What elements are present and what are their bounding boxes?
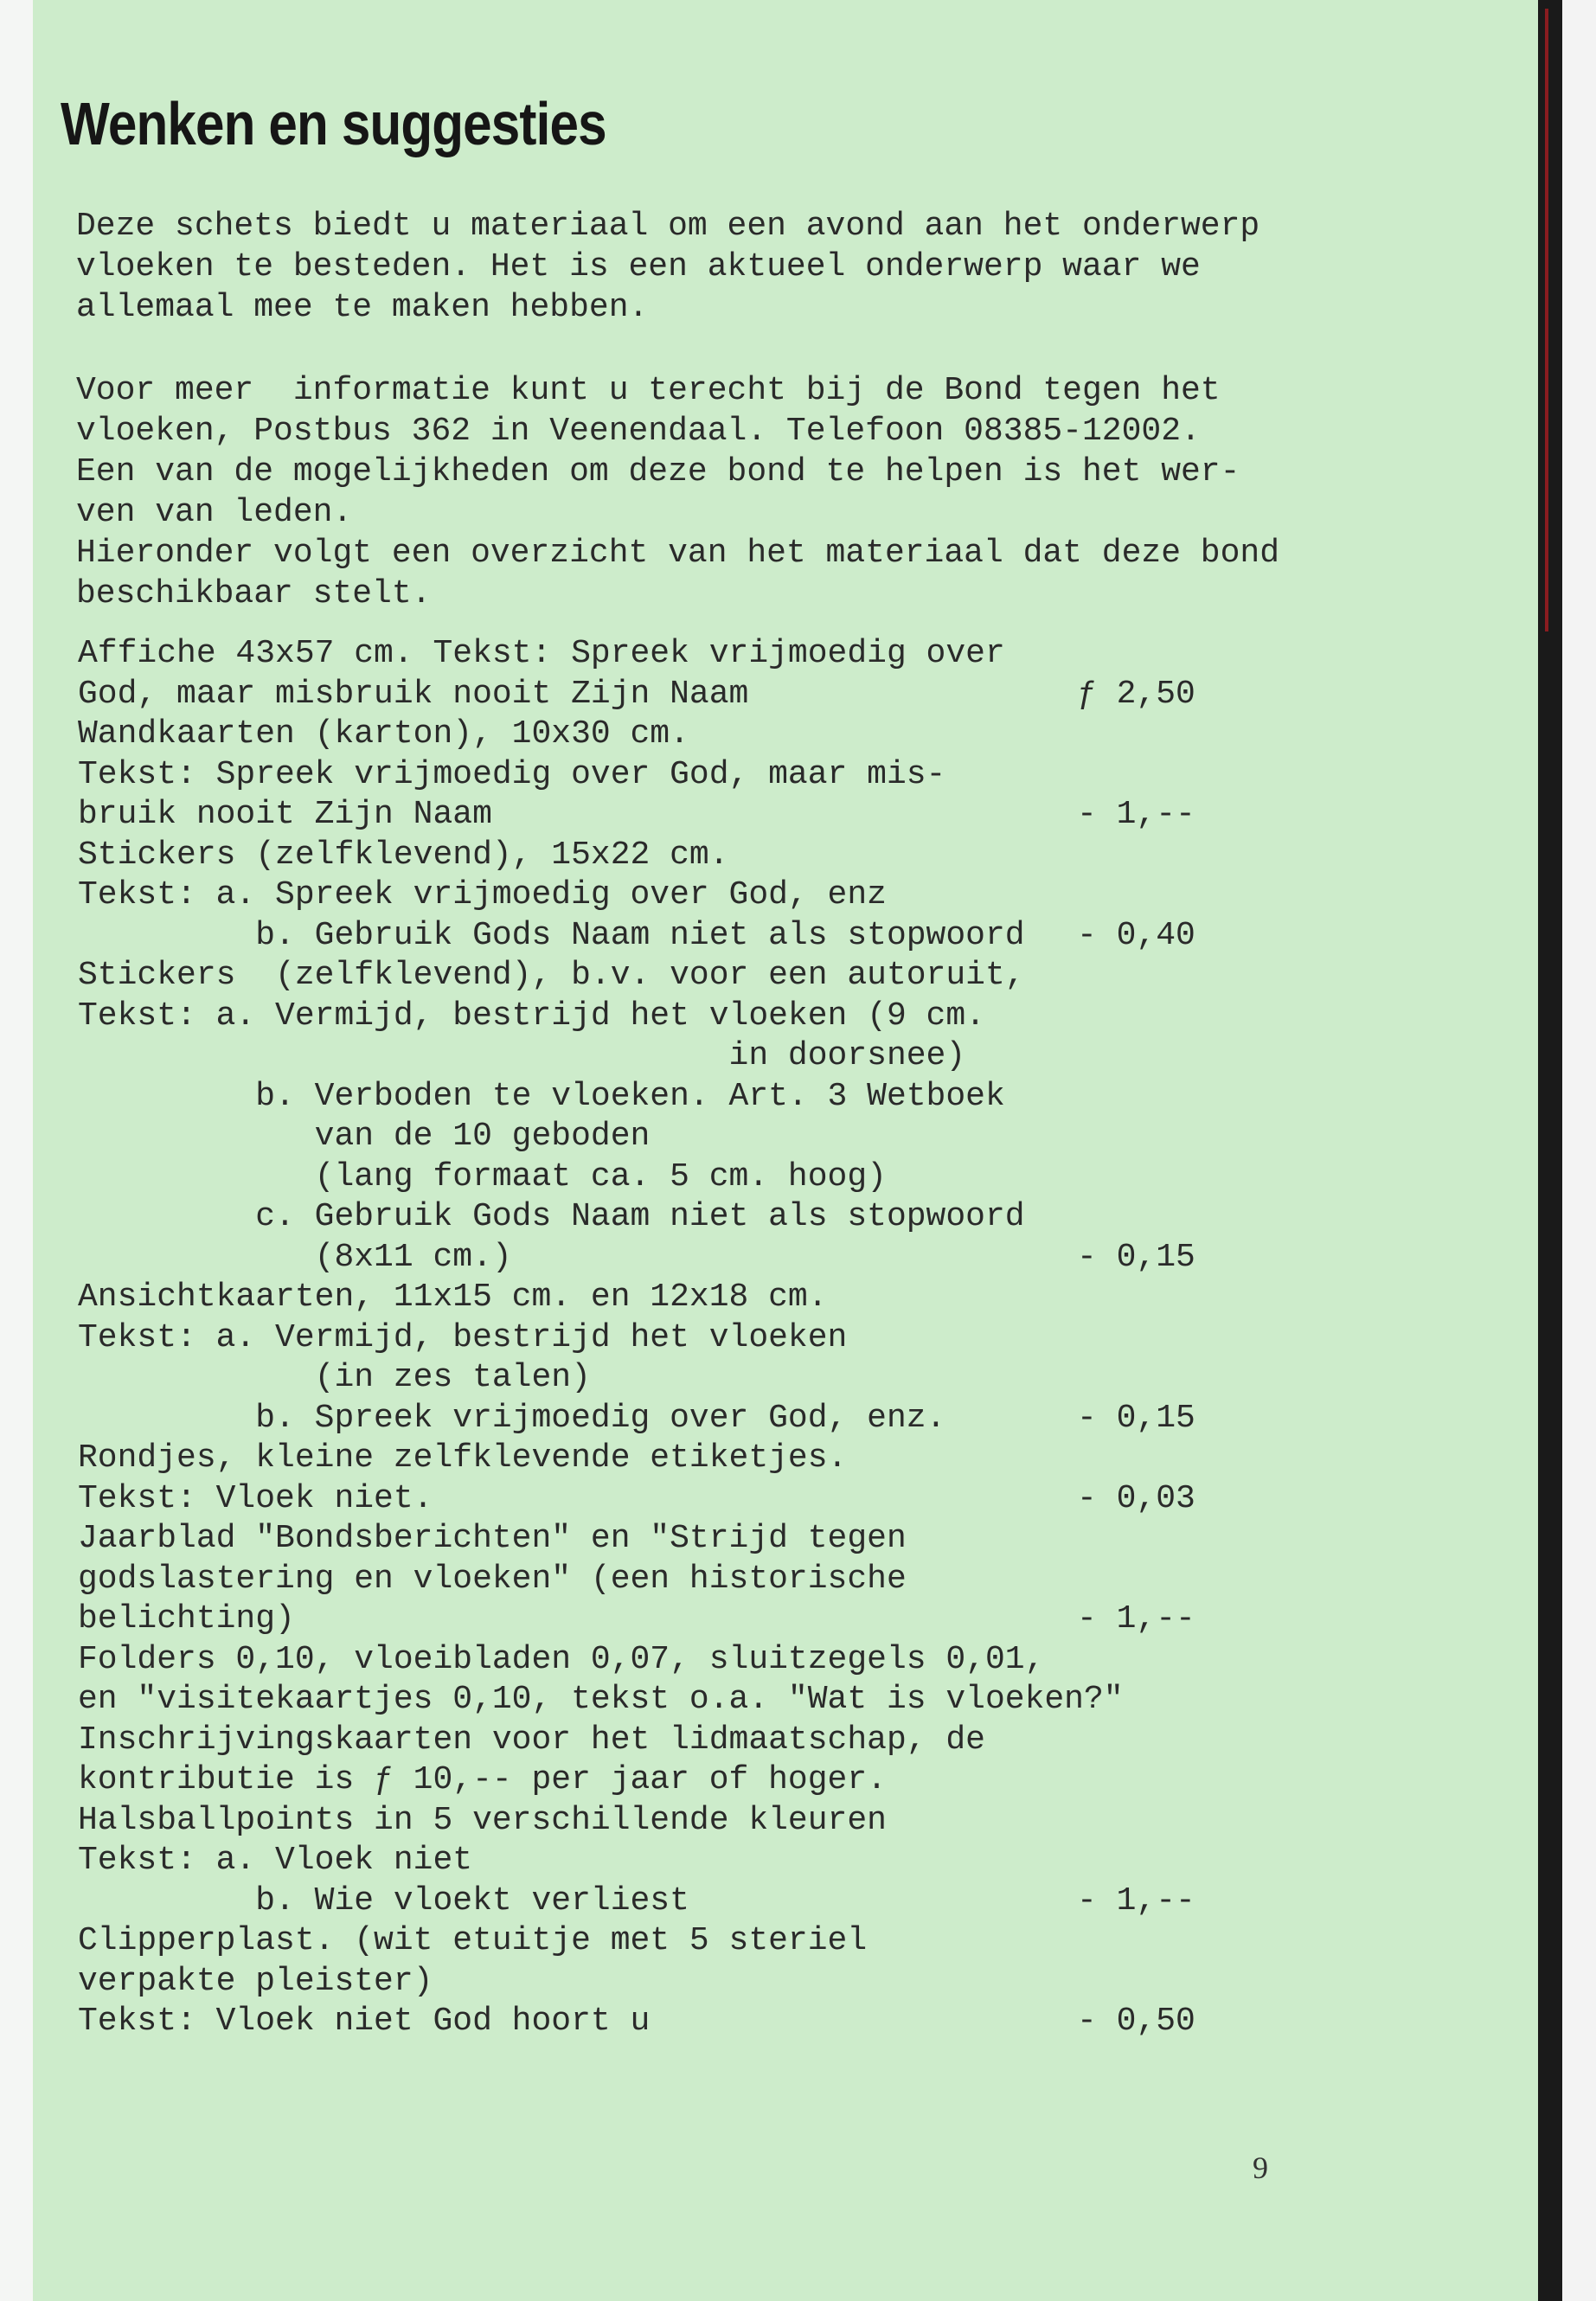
item-text: Tekst: a. Spreek vrijmoedig over God, enz <box>78 876 887 913</box>
item-text: b. Spreek vrijmoedig over God, enz. <box>78 1399 946 1437</box>
material-list-row <box>78 1680 1195 1721</box>
material-list-row <box>78 1036 1195 1077</box>
item-text: (8x11 cm.) <box>78 1238 512 1276</box>
material-list-row <box>78 675 1195 715</box>
item-text: b. Verboden te vloeken. Art. 3 Wetboek <box>78 1077 1005 1115</box>
material-list-row <box>78 1157 1195 1198</box>
material-list-row <box>78 1640 1195 1681</box>
material-list-row <box>78 1197 1195 1238</box>
binding-red-stripe <box>1545 9 1548 631</box>
material-list <box>78 634 1195 2042</box>
material-list-row <box>78 1801 1195 1842</box>
item-text: Folders 0,10, vloeibladen 0,07, sluitzegels 0,01, <box>78 1640 1045 1678</box>
material-list-row <box>78 875 1195 916</box>
info-line: beschikbaar stelt. <box>76 575 432 612</box>
item-text: van de 10 geboden <box>78 1118 651 1155</box>
material-list-row <box>78 1278 1195 1318</box>
material-list-row <box>78 795 1195 836</box>
item-text: kontributie is ƒ 10,-- per jaar of hoger. <box>78 1761 887 1798</box>
item-price: - 0,15 <box>1077 1238 1195 1276</box>
material-list-row <box>78 2002 1195 2042</box>
item-text: c. Gebruik Gods Naam niet als stopwoord <box>78 1198 1025 1235</box>
material-list-row <box>78 1881 1195 1922</box>
item-price: - 0,03 <box>1077 1479 1195 1517</box>
material-list-row <box>78 1921 1195 1962</box>
material-list-row <box>78 1962 1195 2003</box>
info-line: Hieronder volgt een overzicht van het materiaal dat deze bond <box>76 535 1280 572</box>
material-list-row <box>78 1721 1195 1761</box>
item-text: Tekst: Vloek niet. <box>78 1479 433 1517</box>
info-line: ven van leden. <box>76 494 353 531</box>
material-list-row <box>78 1238 1195 1279</box>
item-text: b. Wie vloekt verliest <box>78 1881 689 1920</box>
item-price: ƒ 2,50 <box>1077 675 1195 713</box>
intro-line: allemaal mee te maken hebben. <box>76 289 649 326</box>
info-paragraph <box>76 370 1279 614</box>
material-list-row <box>78 1519 1195 1560</box>
item-price: - 0,50 <box>1077 2003 1195 2040</box>
page-left-edge <box>0 0 33 2301</box>
item-text: bruik nooit Zijn Naam <box>78 796 492 833</box>
item-text: Wandkaarten (karton), 10x30 cm. <box>78 715 689 753</box>
item-text: Stickers (zelfklevend), 15x22 cm. <box>78 836 729 874</box>
intro-line: vloeken te besteden. Het is een aktueel onderwerp waar we <box>76 248 1201 285</box>
material-list-row <box>78 1399 1195 1439</box>
material-list-row <box>78 1439 1195 1479</box>
item-text: Jaarblad "Bondsberichten" en "Strijd tegen <box>78 1520 907 1557</box>
material-list-row <box>78 1479 1195 1520</box>
item-text: Clipperplast. (wit etuitje met 5 steriel <box>78 1922 868 1959</box>
item-text: Tekst: a. Vloek niet <box>78 1842 473 1879</box>
item-text: Tekst: Vloek niet God hoort u <box>78 2003 651 2040</box>
material-list-row <box>78 916 1195 957</box>
material-list-row <box>78 755 1195 796</box>
page-title: Wenken en suggesties <box>61 90 606 157</box>
page-right-edge <box>1562 0 1596 2301</box>
item-text: Affiche 43x57 cm. Tekst: Spreek vrijmoedig over <box>78 635 1005 672</box>
item-price: - 1,-- <box>1077 796 1195 833</box>
material-list-row <box>78 1841 1195 1881</box>
material-list-row <box>78 956 1195 997</box>
item-text: Inschrijvingskaarten voor het lidmaatschap, de <box>78 1721 985 1759</box>
item-text: verpakte pleister) <box>78 1962 433 2000</box>
item-price: - 1,-- <box>1077 1600 1195 1638</box>
material-list-row <box>78 1599 1195 1640</box>
item-text: Rondjes, kleine zelfklevende etiketjes. <box>78 1439 848 1477</box>
item-text: (lang formaat ca. 5 cm. hoog) <box>78 1157 887 1195</box>
page-number: 9 <box>1253 2150 1268 2185</box>
item-text: Halsballpoints in 5 verschillende kleuren <box>78 1801 887 1839</box>
intro-paragraph <box>76 206 1259 328</box>
item-text: Stickers (zelfklevend), b.v. voor een autoruit, <box>78 957 1025 994</box>
material-list-row <box>78 1760 1195 1801</box>
material-list-row <box>78 836 1195 876</box>
binding-spine <box>1538 0 1562 2301</box>
material-list-row <box>78 997 1195 1037</box>
item-price: - 0,40 <box>1077 916 1195 954</box>
item-text: Tekst: Spreek vrijmoedig over God, maar mis- <box>78 755 946 793</box>
item-price: - 1,-- <box>1077 1881 1195 1920</box>
material-list-row <box>78 1318 1195 1359</box>
material-list-row <box>78 1560 1195 1600</box>
item-text: b. Gebruik Gods Naam niet als stopwoord <box>78 916 1025 954</box>
intro-line: Deze schets biedt u materiaal om een avond aan het onderwerp <box>76 208 1260 245</box>
item-text: en "visitekaartjes 0,10, tekst o.a. "Wat is vloeken?" <box>78 1681 1124 1718</box>
item-text: Tekst: a. Vermijd, bestrijd het vloeken (9 cm. <box>78 997 985 1035</box>
item-price: - 0,15 <box>1077 1399 1195 1437</box>
item-text: Tekst: a. Vermijd, bestrijd het vloeken <box>78 1318 848 1356</box>
item-text: God, maar misbruik nooit Zijn Naam <box>78 675 749 713</box>
material-list-row <box>78 715 1195 755</box>
info-line: Een van de mogelijkheden om deze bond te helpen is het wer- <box>76 453 1240 490</box>
material-list-row <box>78 1117 1195 1157</box>
info-line: vloeken, Postbus 362 in Veenendaal. Telefoon 08385-12002. <box>76 413 1201 450</box>
item-text: in doorsnee) <box>78 1037 966 1074</box>
material-list-row <box>78 1358 1195 1399</box>
item-text: godslastering en vloeken" (een historische <box>78 1560 907 1598</box>
material-list-row <box>78 634 1195 675</box>
item-text: (in zes talen) <box>78 1359 591 1396</box>
material-list-row <box>78 1077 1195 1118</box>
item-text: belichting) <box>78 1600 295 1638</box>
item-text: Ansichtkaarten, 11x15 cm. en 12x18 cm. <box>78 1279 828 1316</box>
info-line: Voor meer informatie kunt u terecht bij de Bond tegen het <box>76 372 1221 409</box>
